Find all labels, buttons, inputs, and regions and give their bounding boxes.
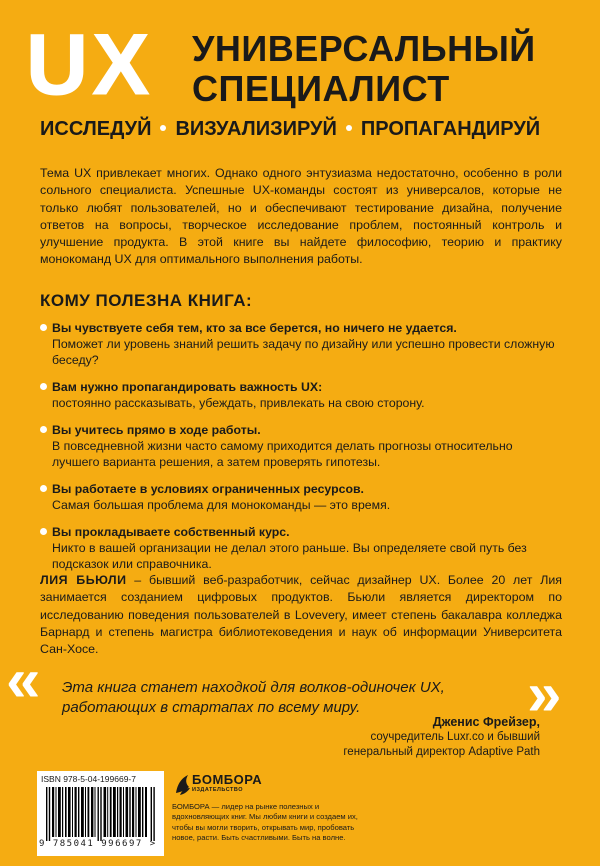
publisher-sub: ИЗДАТЕЛЬСТВО [192,787,244,793]
list-item-heading: Вы учитесь прямо в ходе работы. [52,423,261,437]
bullet-dot-icon [40,528,47,535]
bullet-dot-icon [40,324,47,331]
barcode [37,771,164,856]
quote-author-role: генеральный директор Adaptive Path [343,746,540,758]
barcode-number: 9 785041 996697 > [39,839,157,849]
list-item [40,422,560,470]
bullet-dot-icon [160,125,166,131]
quote-author-role: соучредитель Luxr.co и бывший [370,731,540,743]
bullet-dot-icon [40,383,47,390]
list-item [40,379,560,411]
audience-list [40,320,560,583]
list-item-text: Самая большая проблема для монокоманды — это время. [52,498,391,512]
list-item [40,524,560,572]
barcode-bars-icon [46,787,156,841]
quote-open-icon: « [6,646,41,715]
ux-logo: UX [26,17,154,113]
list-item-heading: Вы чувствуете себя тем, кто за все берется, но ничего не удается. [52,321,457,335]
blurb-quote: Эта книга станет находкой для волков-одиночек UX, работающих в стартапах по всему миру. [62,679,445,716]
author-name: ЛИЯ БЬЮЛИ [40,573,127,587]
list-item-heading: Вам нужно пропагандировать важность UX: [52,380,323,394]
list-item [40,481,560,513]
bullet-dot-icon [346,125,352,131]
bullet-dot-icon [40,485,47,492]
subtitle-word: ИССЛЕДУЙ [40,118,152,140]
list-item-heading: Вы прокладываете собственный курс. [52,525,290,539]
quote-attribution [343,715,540,760]
subtitle-word: ВИЗУАЛИЗИРУЙ [175,118,337,140]
quote-author-name: Дженис Фрейзер, [432,715,540,729]
book-title-line2: СПЕЦИАЛИСТ [192,68,450,109]
publisher-name: БОМБОРА [192,772,263,787]
list-item-text: Поможет ли уровень знаний решить задачу по дизайну или успешно провести сложную беседу? [52,337,555,367]
bullet-dot-icon [40,426,47,433]
intro-paragraph: Тема UX привлекает многих. Однако одного энтузиазма недостаточно, особенно в роли сольного специалиста. Успешные UX-команды состоят из универсалов, которые не только любят пользователей, но и обеспечивают тестирование дизайна, получение ответов на вопросы, творческое исследование проблем, постоянный контроль и улучшение продукта. В этой книге вы найдете философию, теорию и практику монокоманд UX для оптимального выполнения работы. [40,166,562,267]
cover-header [0,0,600,160]
publisher-description: БОМБОРА — лидер на рынке полезных и вдохновляющих книг. Мы любим книги и создаем их, чтобы вы могли творить, открывать мир, пробовать новое, расти. Быть счастливыми. Быть на волне. [172,802,358,842]
list-item [40,320,560,368]
book-title-line1: УНИВЕРСАЛЬНЫЙ [192,28,536,69]
quote-close-icon: » [527,660,562,729]
subtitle-word: ПРОПАГАНДИРУЙ [360,118,541,140]
list-item-text: постоянно рассказывать, убеждать, привлекать на свою сторону. [52,396,425,410]
audience-title: КОМУ ПОЛЕЗНА КНИГА: [40,291,253,310]
list-item-text: Никто в вашей организации не делал этого раньше. Вы определяете свой путь без подсказок или справочника. [52,541,527,571]
author-bio [40,572,562,658]
book-subtitle [40,117,540,141]
list-item-text: В повседневной жизни часто самому приходится делать прогнозы относительно лучшего варианта решения, а затем проверять гипотезы. [52,439,513,469]
list-item-heading: Вы работаете в условиях ограниченных ресурсов. [52,482,364,496]
author-bio-text: – бывший веб-разработчик, сейчас дизайнер UX. Более 20 лет Лия занимается созданием цифровых продуктов. Бьюли является директором по исследованию поведения пользователей в Lovevery, имеет степень бакалавра колледжа Барнард и степень магистра библиотековедения и наук об информации Университета Сан-Хосе. [40,573,562,657]
isbn-label: ISBN 978-5-04-199669-7 [41,774,136,784]
